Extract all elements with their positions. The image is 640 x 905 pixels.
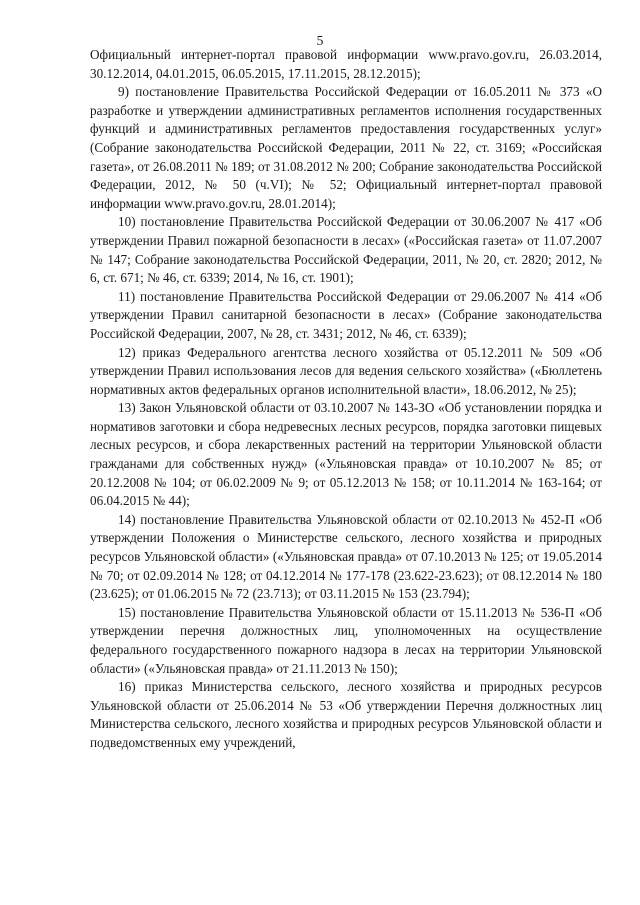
paragraph-item-11: 11) постановление Правительства Российской Федерации от 29.06.2007 № 414 «Об утверждении Правил санитарной безопасности в лесах» (Собрание законодательства Российской Федерации, 2007, № 28, ст. 3431; 2012, № 46, ст. 6339); [90, 288, 602, 341]
paragraph-item-9: 9) постановление Правительства Российской Федерации от 16.05.2011 № 373 «О разработке и утверждении административных регламентов исполнения государственных функций и административных регламентов предоставления государственных услуг» (Собрание законодательства Российской Федерации, 2011 № 22, ст. 3169; «Российская газета», от 26.08.2011 № 189; от 31.08.2012 № 200; Собрание законодательства Российской Федерации, 2012, № 50 (ч.VI); № 52; Официальный интернет-портал правовой информации www.pravo.gov.ru, 28.01.2014); [90, 84, 602, 211]
paragraph-item-12: 12) приказ Федерального агентства лесного хозяйства от 05.12.2011 № 509 «Об утверждении Правил использования лесов для ведения сельского хозяйства» («Бюллетень нормативных актов федеральных органов исполнительной власти», 18.06.2012, № 25); [90, 344, 602, 397]
document-body [90, 46, 602, 753]
paragraph-item-16: 16) приказ Министерства сельского, лесного хозяйства и природных ресурсов Ульяновской области от 25.06.2014 № 53 «Об утверждении Перечня должностных лиц Министерства сельского, лесного хозяйства и природных ресурсов Ульяновской области и подведомственных ему учреждений, [90, 679, 602, 750]
paragraph-item-13: 13) Закон Ульяновской области от 03.10.2007 № 143-ЗО «Об установлении порядка и нормативов заготовки и сбора недревесных лесных ресурсов, порядка заготовки пищевых лесных ресурсов, и сбора лекарственных растений на территории Ульяновской области гражданами для собственных нужд» («Ульяновская правда» от 10.10.2007 № 85; от 20.12.2008 № 104; от 06.02.2009 № 9; от 05.12.2013 № 158; от 10.11.2014 № 163-164; от 06.04.2015 № 44); [90, 400, 602, 509]
paragraph-item-10: 10) постановление Правительства Российской Федерации от 30.06.2007 № 417 «Об утверждении Правил пожарной безопасности в лесах» («Российская газета» от 11.07.2007 № 147; Собрание законодательства Российской Федерации, 2011, № 20, ст. 2820; 2012, № 6, ст. 671; № 46, ст. 6339; 2014, № 16, ст. 1901); [90, 214, 602, 286]
paragraph-item-15: 15) постановление Правительства Ульяновской области от 15.11.2013 № 536-П «Об утверждении перечня должностных лиц, уполномоченных на осуществление федерального государственного пожарного надзора в лесах на территории Ульяновской области» («Ульяновская правда» от 21.11.2013 № 150); [90, 604, 602, 676]
paragraph-continuation: Официальный интернет-портал правовой информации www.pravo.gov.ru, 26.03.2014, 30.12.2014, 04.01.2015, 06.05.2015, 17.11.2015, 28.12.2015); [90, 47, 602, 81]
page-number: 5 [316, 33, 324, 48]
paragraph-item-14: 14) постановление Правительства Ульяновской области от 02.10.2013 № 452-П «Об утверждении Положения о Министерстве сельского, лесного хозяйства и природных ресурсов Ульяновской области» («Ульяновская правда» от 07.10.2013 № 125; от 19.05.2014 № 70; от 02.09.2014 № 128; от 04.12.2014 № 177-178 (23.622-23.623); от 08.12.2014 № 180 (23.625); от 01.06.2015 № 72 (23.713); от 03.11.2015 № 153 (23.794); [90, 511, 602, 602]
